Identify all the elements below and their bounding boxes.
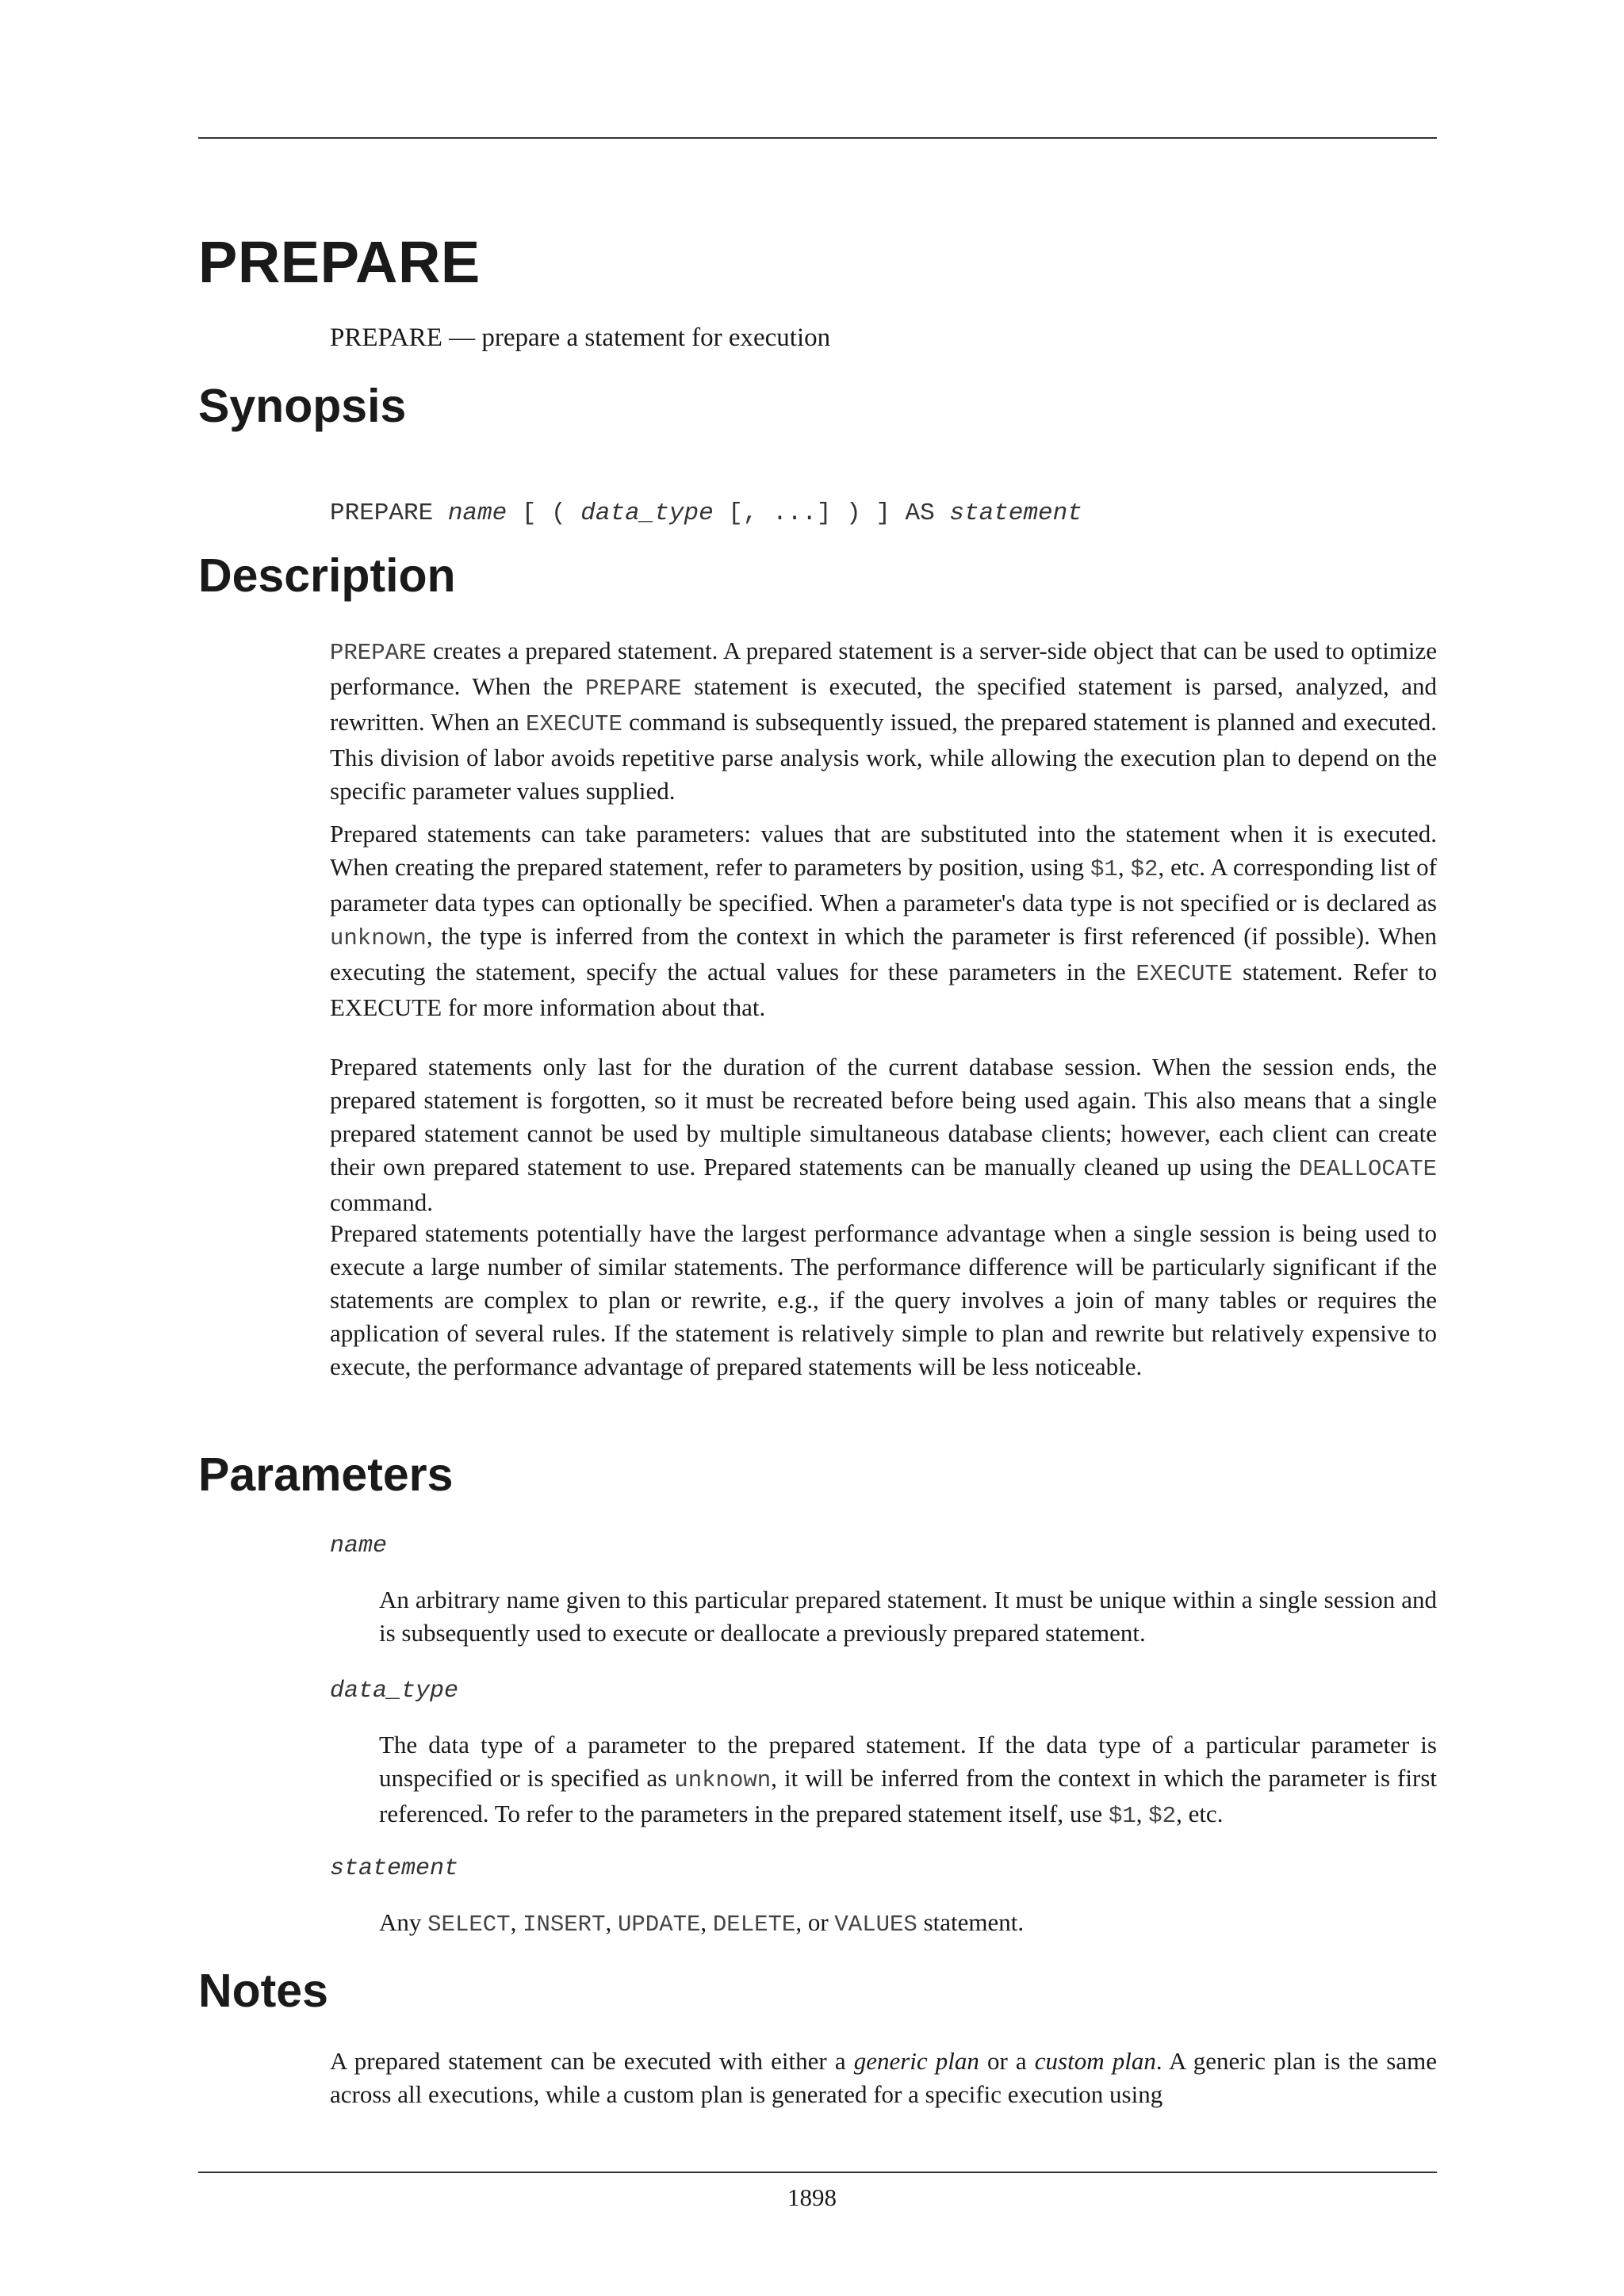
page-title: PREPARE <box>198 229 481 295</box>
code-param-1: $1 <box>1090 856 1118 882</box>
code-param-2: $2 <box>1148 1803 1177 1829</box>
param-term-data-type: data_type <box>330 1678 459 1705</box>
synopsis-punct-2: [, ...] ) ] AS <box>713 499 950 527</box>
code-prepare: PREPARE <box>584 675 682 702</box>
header-rule <box>198 137 1437 139</box>
notes-paragraph-1: A prepared statement can be executed with either a generic plan or a custom plan. A generic plan is the same across all executions, while a custom plan is generated for a specific execution using <box>330 2047 1437 2108</box>
code-delete: DELETE <box>712 1911 796 1938</box>
section-heading-synopsis: Synopsis <box>198 380 407 432</box>
code-update: UPDATE <box>617 1911 701 1938</box>
synopsis-code <box>330 499 1082 527</box>
section-heading-description: Description <box>198 549 456 602</box>
param-term-name: name <box>330 1533 388 1559</box>
code-unknown: unknown <box>674 1767 772 1793</box>
footer-rule <box>198 2172 1437 2173</box>
code-deallocate: DEALLOCATE <box>1298 1156 1437 1182</box>
code-insert: INSERT <box>523 1911 606 1938</box>
synopsis-statement: statement <box>949 499 1082 527</box>
code-param-2: $2 <box>1130 856 1159 882</box>
code-execute: EXECUTE <box>526 711 622 737</box>
description-paragraph-4: Prepared statements potentially have the largest performance advantage when a single session is being used to execute a large number of similar statements. The performance difference will be particularly significant if the statements are complex to plan or rewrite, e.g., if the query involves a join of many tables or requires the application of several rules. If the statement is relatively simple to plan and rewrite but relatively expensive to execute, the performance advantage of prepared statements will be less noticeable. <box>330 1219 1437 1380</box>
synopsis-data-type: data_type <box>580 499 714 527</box>
page-number: 1898 <box>787 2183 837 2211</box>
param-desc-data-type: The data type of a parameter to the prepared statement. If the data type of a particular parameter is unspecified or is specified as unknown, it will be inferred from the context in which the parameter is first referenced. To refer to the parameters in the prepared statement itself, use $1, $2, etc. <box>379 1731 1437 1829</box>
code-values: VALUES <box>834 1911 917 1938</box>
param-desc-statement: Any SELECT, INSERT, UPDATE, DELETE, or VALUES statement. <box>379 1908 1025 1938</box>
code-execute: EXECUTE <box>1136 961 1233 987</box>
code-select: SELECT <box>427 1911 511 1938</box>
code-unknown: unknown <box>330 925 427 951</box>
code-prepare: PREPARE <box>330 640 427 666</box>
section-heading-notes: Notes <box>198 1965 328 2017</box>
param-desc-name: An arbitrary name given to this particular prepared statement. It must be unique within a single session and is subsequently used to execute or deallocate a previously prepared statement. <box>379 1586 1437 1647</box>
term-generic-plan: generic plan <box>853 2047 979 2075</box>
description-paragraph-1: PREPARE creates a prepared statement. A prepared statement is a server-side object that can be used to optimize performance. When the PREPARE statement is executed, the specified statement is parsed, analyzed, and rewritten. When an EXECUTE command is subsequently issued, the prepared statement is planned and executed. This division of labor avoids repetitive parse analysis work, while allowing the execution plan to depend on the specific parameter values supplied. <box>330 637 1437 805</box>
refpurpose: PREPARE — prepare a statement for execution <box>330 323 831 352</box>
synopsis-keyword: PREPARE <box>330 499 448 527</box>
synopsis-name: name <box>447 499 508 527</box>
param-term-statement: statement <box>330 1855 459 1882</box>
section-heading-parameters: Parameters <box>198 1448 454 1501</box>
term-custom-plan: custom plan <box>1034 2047 1156 2075</box>
description-paragraph-3: Prepared statements only last for the duration of the current database session. When the session ends, the prepared statement is forgotten, so it must be recreated before being used again. This also means that a single prepared statement cannot be used by multiple simultaneous database clients; however, each client can create their own prepared statement to use. Prepared statements can be manually cleaned up using the DEALLOCATE command. <box>330 1053 1437 1216</box>
description-paragraph-2: Prepared statements can take parameters: values that are substituted into the statement when it is executed. When creating the prepared statement, refer to parameters by position, using $1, $2, etc. A corresponding list of parameter data types can optionally be specified. When a parameter's data type is not specified or is declared as unknown, the type is inferred from the context in which the parameter is first referenced (if possible). When executing the statement, specify the actual values for these parameters in the EXECUTE statement. Refer to EXECUTE for more information about that. <box>330 820 1438 1021</box>
code-param-1: $1 <box>1108 1803 1136 1829</box>
synopsis-punct-1: [ ( <box>507 499 581 527</box>
